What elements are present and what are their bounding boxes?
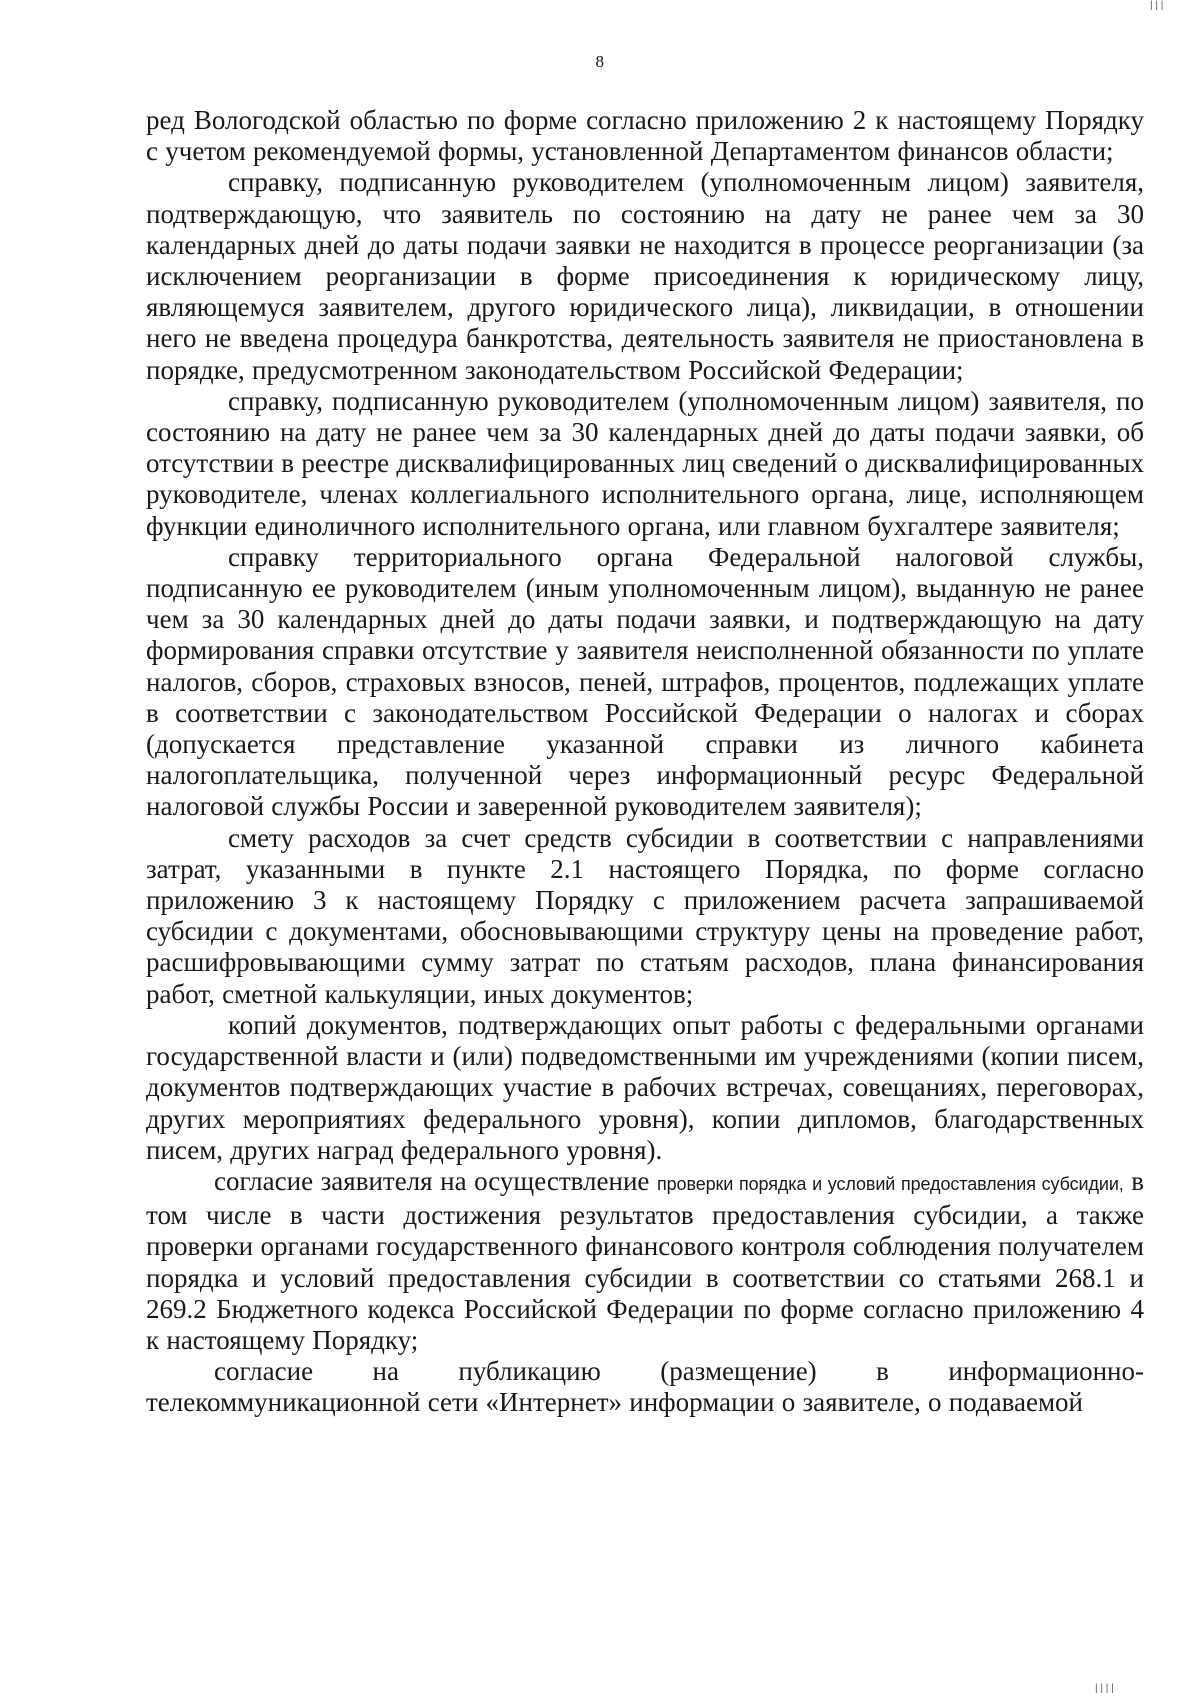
- consent-text-end: в том числе в части достижения результатов предоставления субсидии, а также проверки органами государственного финансового контроля соблюдения получателем порядка и условий предоставления субсидии в соответствии со статьями 268.1 и 269.2 Бюджетного кодекса Российской Федерации по форме согласно приложению 4 к настоящему Порядку;: [146, 1165, 1145, 1355]
- paragraph-publication-consent-line2: телекоммуникационной сети «Интернет» информации о заявителе, о подаваемой: [146, 1387, 1084, 1418]
- paragraph-expense-estimate: смету расходов за счет средств субсидии в соответствии с направлениями затрат, указанными в пункте 2.1 настоящего Порядка, по форме согласно приложению 3 к настоящему Порядку с приложением расчета запрашиваемой субсидии с документами, обосновывающими структуру цены на проведение работ, расшифровывающими сумму затрат по статьям расходов, плана финансирования работ, сметной калькуляции, иных документов;: [146, 822, 1144, 1009]
- paragraph-disqualified-persons-certificate: справку, подписанную руководителем (уполномоченным лицом) заявителя, по состоянию на дату не ранее чем за 30 календарных дней до даты подачи заявки, об отсутствии в реестре дисквалифицированных лиц сведений о дисквалифицированных руководителе, членах коллегиального исполнительного органа, лице, исполняющем функции единоличного исполнительного органа, или главном бухгалтере заявителя;: [146, 385, 1144, 541]
- scan-edge-mark-top: | | |: [1150, 0, 1164, 11]
- consent-text-start: согласие заявителя на осуществление: [214, 1165, 650, 1196]
- paragraph-reorganization-certificate: справку, подписанную руководителем (уполномоченным лицом) заявителя, подтверждающую, что заявитель по состоянию на дату не ранее чем за 30 календарных дней до даты подачи заявки не находится в процессе реорганизации (за исключением реорганизации в форме присоединения к юридическому лицу, являющемуся заявителем, другого юридического лица), ликвидации, в отношении него не введена процедура банкротства, деятельность заявителя не приостановлена в порядке, предусмотренном законодательством Российской Федерации;: [146, 167, 1144, 385]
- document-body: [146, 105, 1144, 1419]
- paragraph-federal-experience-copies: копий документов, подтверждающих опыт работы с федеральными органами государственной власти и (или) подведомственными им учреждениями (копии писем, документов подтверждающих участие в рабочих встречах, совещаниях, переговорах, других мероприятиях федерального уровня), копии дипломов, благодарственных писем, других наград федерального уровня).: [146, 1009, 1144, 1165]
- paragraph-publication-consent-line1: согласие на публикацию (размещение) в информационно-: [214, 1356, 1144, 1387]
- consent-text-inserted: проверки порядка и условий предоставления субсидии,: [656, 1173, 1124, 1194]
- paragraph-continuation: ред Вологодской областью по форме согласно приложению 2 к настоящему Порядку с учетом рекомендуемой формы, установленной Департаментом финансов области;: [146, 105, 1144, 167]
- page-number: 8: [595, 52, 605, 71]
- paragraph-tax-certificate: справку территориального органа Федеральной налоговой службы, подписанную ее руководителем (иным уполномоченным лицом), выданную не ранее чем за 30 календарных дней до даты подачи заявки, и подтверждающую на дату формирования справки отсутствие у заявителя неисполненной обязанности по уплате налогов, сборов, страховых взносов, пеней, штрафов, процентов, подлежащих уплате в соответствии с законодательством Российской Федерации о налогах и сборах (допускается представление указанной справки из личного кабинета налогоплательщика, полученной через информационный ресурс Федеральной налоговой службы России и заверенной руководителем заявителя);: [146, 541, 1144, 822]
- paragraph-verification-consent: [146, 1166, 1144, 1356]
- scan-edge-mark-bottom: | | | |: [1095, 1683, 1114, 1694]
